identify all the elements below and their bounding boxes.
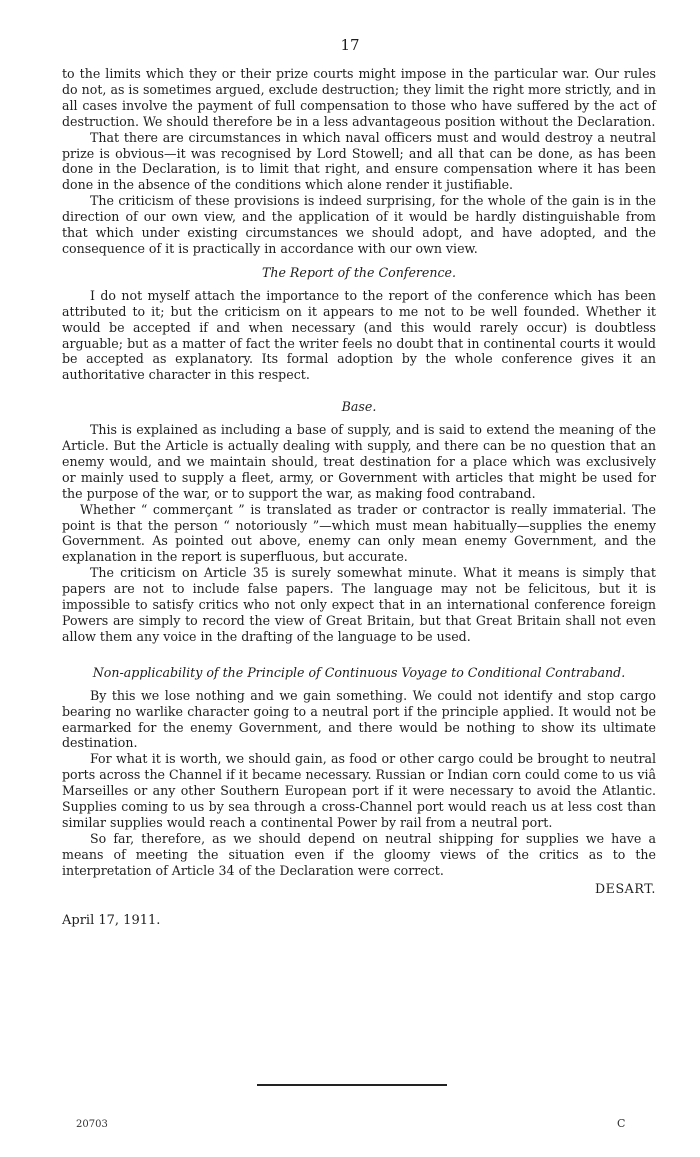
paragraph: The criticism of these provisions is indeed surprising, for the whole of the gain is in the direction of our own view, and the application of it would be hardly distinguishable from that which under existing circumstances we should adopt, and have adopted, and the consequence of it is practically in accordance with our own view.	[62, 193, 656, 256]
date-line: April 17, 1911.	[62, 912, 161, 928]
paragraph: So far, therefore, as we should depend on neutral shipping for supplies we have a means of meeting the situation even if the gloomy views of the critics as to the interpretation of Article 34 of the Declaration were correct.	[62, 830, 656, 878]
section-heading-report: The Report of the Conference.	[261, 264, 457, 280]
paragraph: The criticism on Article 35 is surely somewhat minute. What it means is simply that papers are not to include false papers. The language may not be felicitous, but it is impossible to satisfy critics who not only expect that in an international conference foreign Powers are simply to record the view of Great Britain, but that Great Britain shall not even allow them any voice in the drafting of the language to be used.	[62, 565, 656, 644]
page-number: 17	[340, 36, 360, 54]
signature-mark: C	[617, 1117, 626, 1130]
paragraph: By this we lose nothing and we gain something. We could not identify and stop cargo bearing no warlike character going to a neutral port if the principle applied. It would not be earmarked for the enemy Government, and there would be nothing to show its ultimate destination.	[62, 687, 656, 751]
signature: DESART.	[594, 880, 656, 896]
print-number: 20703	[76, 1119, 108, 1130]
document-body	[62, 66, 656, 928]
paragraph: That there are circumstances in which naval officers must and would destroy a neutral prize is obvious—it was recognised by Lord Stowell; and all that can be done, as has been done in the Declaration, is to limit that right, and ensure compensation where it has been done in the absence of the conditions which alone render it justifiable.	[62, 129, 656, 193]
paragraph: Whether “ commerçant ” is translated as trader or contractor is really immaterial. The point is that the person “ notoriously ”—which must mean habitually—supplies the enemy Government. As pointed out above, enemy can only mean enemy Government, and the explanation in the report is superfluous, but accurate.	[62, 501, 656, 565]
paragraph: I do not myself attach the importance to the report of the conference which has been attributed to it; but the criticism on it appears to me not to be well founded. Whether it would be accepted if and when necessary (and this would rarely occur) is doubtless arguable; but as a matter of fact the writer feels no doubt that in continental courts it would be accepted as explanatory. Its formal adoption by the whole conference gives it an authoritative character in this respect.	[62, 287, 656, 383]
paragraph: to the limits which they or their prize courts might impose in the particular war. Our rules do not, as is sometimes argued, exclude destruction; they limit the right more strictly, and in all cases involve the payment of full compensation to those who have suffered by the act of destruction. We should therefore be in a less advantageous position without the Declaration.	[62, 66, 656, 129]
paragraph: This is explained as including a base of supply, and is said to extend the meaning of the Article. But the Article is actually dealing with supply, and there can be no question that an enemy would, and we maintain should, treat destination for a place which was exclusively or mainly used to supply a fleet, army, or Government with articles that might be used for the purpose of the war, or to support the war, as making food contraband.	[62, 422, 656, 501]
section-heading-base: Base.	[341, 399, 377, 415]
closing-rule	[257, 1084, 447, 1086]
section-heading-non-applicability: Non-applicability of the Principle of Continuous Voyage to Conditional Contraband.	[92, 664, 626, 680]
paragraph: For what it is worth, we should gain, as food or other cargo could be brought to neutral ports across the Channel if it became necessary. Russian or Indian corn could come to us viâ Marseilles or any other Southern European port if it were necessary to avoid the Atlantic. Supplies coming to us by sea through a cross-Channel port would reach us at less cost than similar supplies would reach a continental Power by rail from a neutral port.	[62, 751, 656, 830]
